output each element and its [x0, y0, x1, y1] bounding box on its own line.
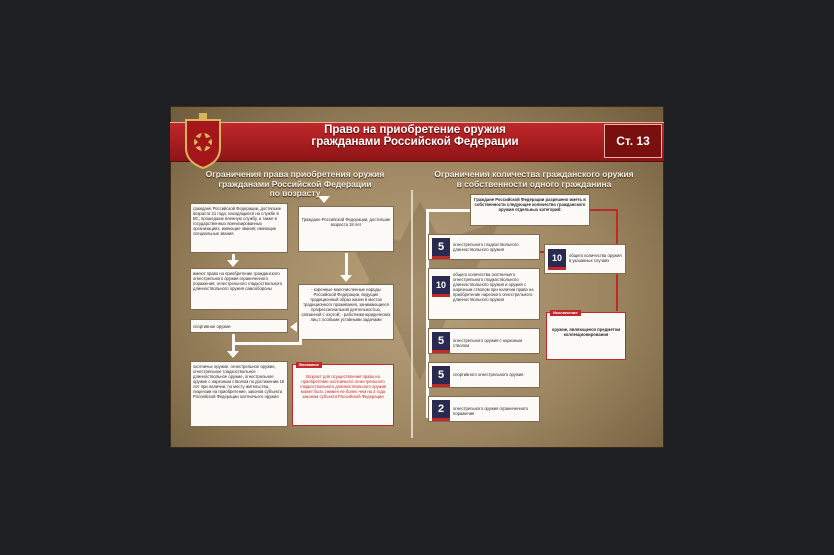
box-hunting: охотничье оружие, огнестрельное оружие, огнестрельное гладкоствольное длинноствольное оружие, огнестрельное оружие с нарезным стволом по достижении 18 лет при наличии, по месту жительства, лицензии на приобретение, законов субъекта Российской Федерации охотничьего оружия [190, 361, 288, 427]
left-heading-line-1: Ограничения права приобретения оружия [205, 169, 385, 179]
flow-line [345, 253, 348, 275]
quantity-side-item-text: общего количества оружия в указанных случаях [569, 253, 622, 263]
right-heading-line-2: в собственности одного гражданина [456, 178, 612, 189]
title-line-2: гражданами Российской Федерации [311, 136, 519, 148]
exception-text: оружие, являющееся предметом коллекционирования [551, 327, 621, 337]
arrow-down [227, 260, 239, 267]
arrow-left [290, 322, 297, 332]
flow-line [232, 342, 302, 345]
left-section-heading [190, 170, 400, 199]
quantity-item-2-number: 10 [432, 276, 450, 297]
quantity-side-item-number: 10 [548, 249, 566, 270]
flow-line [299, 334, 302, 344]
article-badge: Ст. 13 [604, 124, 662, 158]
box-age-21: граждане Российской Федерации, достигшие возраста 21 года; находящиеся на службе в ВС, прошедшие военную службу, а также в государственных военизированных организациях, имеющие звания; имеющие специальные звания [190, 203, 288, 253]
quantity-item-1-number: 5 [432, 238, 450, 259]
box-age-18: Граждане Российской Федерации, достигшие возраста 18 лет [298, 206, 394, 252]
box-weapon-type: имеют право на приобретение гражданского огнестрельного оружия ограниченного поражения, огнестрельного гладкоствольного длинноствольного оружия самообороны [190, 268, 288, 310]
warning-box [292, 364, 394, 426]
exception-box [546, 312, 626, 360]
quantity-item-4-number: 5 [432, 366, 450, 387]
page-title [230, 124, 600, 148]
quantity-item-4-text: спортивного огнестрельного оружия [453, 372, 524, 377]
right-section-heading [424, 170, 644, 189]
box-rifled: спортивное оружие [190, 319, 288, 333]
section-divider [411, 190, 413, 438]
box-quantity-intro: Граждане Российской Федерации разрешено иметь в собственности следующее количество гражданского оружия отдельных категорий: [470, 194, 590, 226]
quantity-item-5-number: 2 [432, 400, 450, 421]
arrow-down [340, 275, 352, 282]
quantity-item-3-number: 5 [432, 332, 450, 353]
emblem-icon [182, 112, 224, 170]
arrow-down [227, 351, 239, 358]
right-heading-line-1: Ограничения количества гражданского оружия [434, 169, 634, 179]
poster [170, 106, 664, 448]
warning-text: Возраст для осуществления права на приобретение охотничьего огнестрельного гладкоствольного длинноствольного оружия может быть снижен не более чем на 2 года законом субъекта Российской Федерации [299, 374, 387, 399]
title-line-1: Право на приобретение оружия [324, 124, 506, 136]
exception-title: Исключение [550, 310, 581, 316]
flow-line-red [590, 209, 616, 211]
left-heading-line-3: по возрасту [269, 188, 321, 198]
quantity-item-2-text: общего количества охотничьего огнестрельного гладкоствольного длинноствольного оружия и оружия с нарезным стволом при наличии права на приобретение нарезного огнестрельного длинноствольного оружия [453, 272, 534, 302]
flow-line [426, 209, 470, 212]
quantity-item-5-text: огнестрельного оружия ограниченного поражения [453, 406, 528, 416]
quantity-item-1-text: огнестрельного гладкоствольного длинноствольного оружия [453, 242, 519, 252]
arrow-down [318, 196, 330, 203]
box-indigenous: - коренные малочисленные народы Российской Федерации, ведущие традиционный образ жизни в местах традиционного проживания, занимающиеся профессиональной деятельностью, связанной с охотой; - работники юридических лиц с особыми уставными задачами [298, 284, 394, 340]
left-heading-line-2: гражданами Российской Федерации [218, 178, 372, 189]
warning-title: Внимание [296, 362, 322, 368]
quantity-item-3-text: огнестрельного оружия с нарезным стволом [453, 338, 523, 348]
